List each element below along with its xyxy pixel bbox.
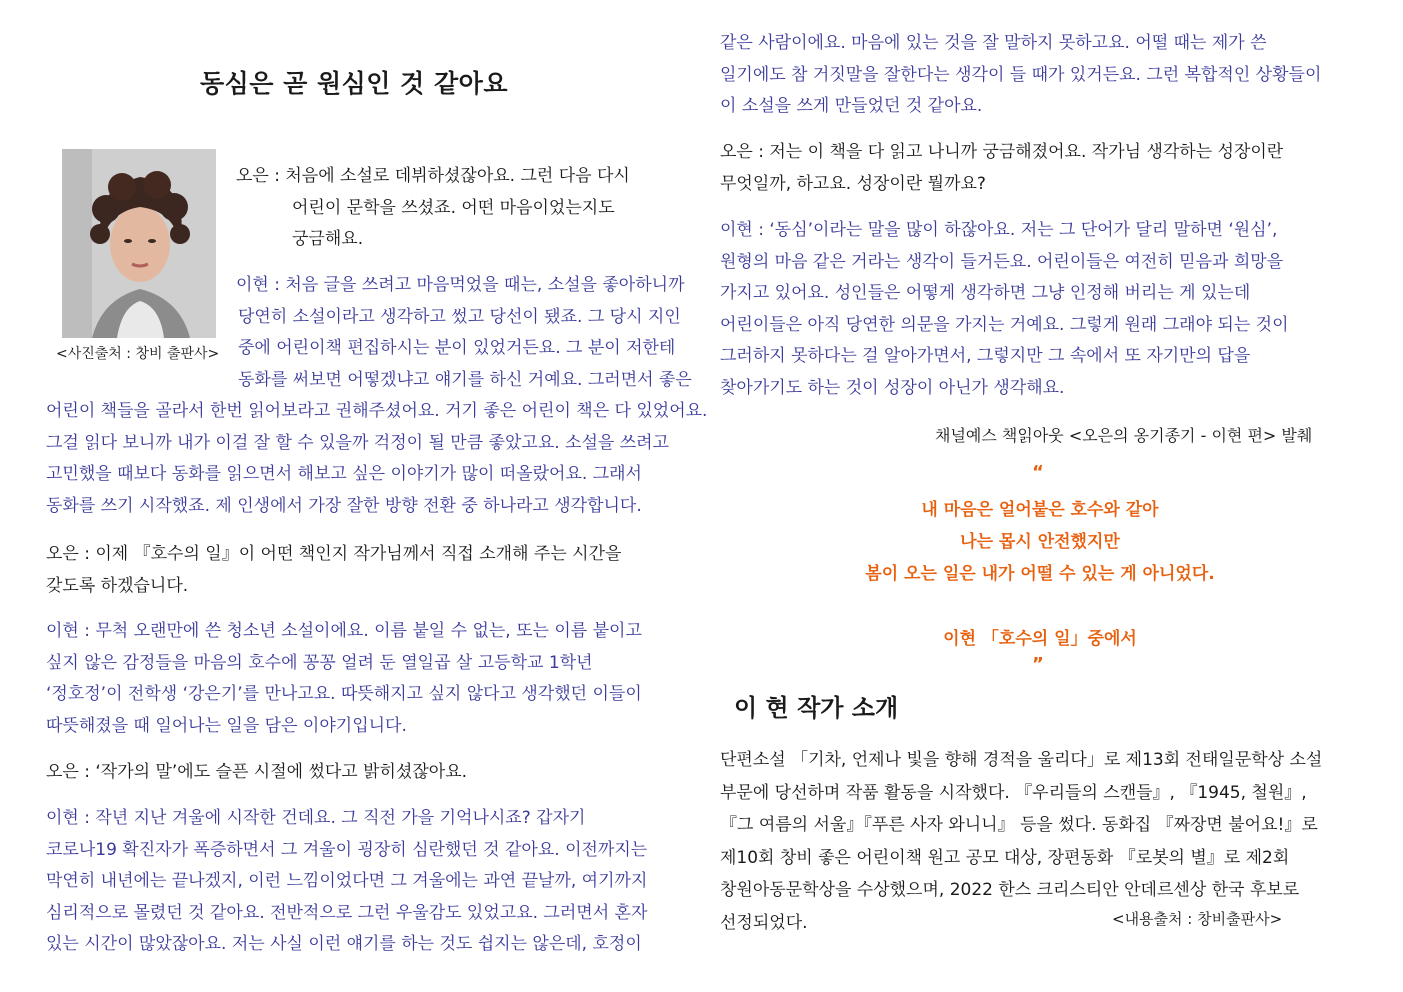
text-line: 어린이 책들을 골라서 한번 읽어보라고 권해주셨어요. 거기 좋은 어린이 책은 다 있었어요.	[46, 401, 708, 421]
text-line: 제10회 창비 좋은 어린이책 원고 공모 대상, 장편동화 『로봇의 별』로 제2회	[720, 847, 1290, 868]
text-line: 단편소설 「기차, 언제나 빛을 향해 경적을 울리다」로 제13회 전태일문학상 소설	[720, 750, 1323, 770]
page-title: 동심은 곧 원심인 것 같아요	[200, 69, 508, 98]
text-line: ‘정호정’이 전학생 ‘강은기’를 만나고요. 따뜻해지고 싶지 않다고 생각했던 이들이	[46, 684, 642, 704]
text-line: 있는 시간이 많았잖아요. 저는 사실 이런 얘기를 하는 것도 쉽지는 않은데, 호정이	[46, 934, 642, 954]
text-line: 따뜻해졌을 때 일어나는 일을 담은 이야기입니다.	[46, 715, 407, 736]
text-line: 코로나19 확진자가 폭증하면서 그 겨울이 굉장히 심란했던 것 같아요. 이전까지는	[46, 839, 648, 860]
text-line: 『그 여름의 서울』『푸른 사자 와니니』 등을 썼다. 동화집 『짜장면 불어요!』로	[720, 815, 1318, 835]
text-line: 오은 : ‘작가의 말’에도 슬픈 시절에 썼다고 밝히셨잖아요.	[46, 762, 468, 782]
text-line: 이 소설을 쓰게 만들었던 것 같아요.	[720, 96, 983, 116]
author-intro-heading: 이 현 작가 소개	[734, 694, 899, 722]
excerpt-quote	[820, 494, 1260, 590]
question-1	[236, 161, 630, 256]
text-line: 당연히 소설이라고 생각하고 썼고 당선이 됐죠. 그 당시 지인	[238, 306, 681, 327]
bio-source: <내용출처 : 창비출판사>	[1112, 910, 1283, 928]
text-line: 어린이들은 아직 당연한 의문을 가지는 거예요. 그렇게 원래 그래야 되는 것이	[720, 314, 1289, 335]
text-line: 같은 사람이에요. 마음에 있는 것을 잘 말하지 못하고요. 어떨 때는 제가 쓴	[720, 33, 1267, 53]
text-line: 오은 : 저는 이 책을 다 읽고 나니까 궁금해졌어요. 작가님 생각하는 성장이란	[720, 142, 1284, 162]
text-line: 동화를 써보면 어떻겠냐고 얘기를 하신 거예요. 그러면서 좋은	[238, 369, 692, 390]
text-line: 고민했을 때보다 동화를 읽으면서 해보고 싶은 이야기가 많이 떠올랐어요. 그래서	[46, 464, 642, 484]
answer-4	[720, 215, 1289, 404]
answer-1-continued	[46, 396, 707, 522]
text-line: 동화를 쓰기 시작했죠. 제 인생에서 가장 잘한 방향 전환 중 하나라고 생각합니다.	[46, 495, 642, 516]
author-photo	[62, 149, 216, 338]
question-3	[46, 757, 467, 789]
text-line: 이현 : 무척 오랜만에 쓴 청소년 소설이에요. 이름 붙일 수 없는, 또는 이름 붙이고	[46, 621, 642, 641]
answer-3	[46, 803, 647, 961]
text-line: 오은 : 처음에 소설로 데뷔하셨잖아요. 그런 다음 다시	[236, 166, 630, 186]
text-line: 찾아가기도 하는 것이 성장이 아닌가 생각해요.	[720, 377, 1065, 398]
text-line: 갖도록 하겠습니다.	[46, 575, 189, 596]
interview-source: 채널예스 책읽아웃 <오은의 옹기종기 - 이현 편> 발췌	[935, 426, 1313, 445]
quote-line: 내 마음은 얼어붙은 호수와 같아	[921, 500, 1159, 520]
text-line: 어린이 문학을 쓰셨죠. 어떤 마음이었는지도	[292, 197, 615, 218]
answer-2	[46, 616, 642, 742]
text-line: 그러하지 못하다는 걸 알아가면서, 그렇지만 그 속에서 또 자기만의 답을	[720, 346, 1251, 366]
text-line: 무엇일까, 하고요. 성장이란 뭘까요?	[720, 173, 986, 194]
quote-line: 봄이 오는 일은 내가 어떨 수 있는 게 아니었다.	[865, 564, 1215, 584]
text-line: 오은 : 이제 『호수의 일』이 어떤 책인지 작가님께서 직접 소개해 주는 시간을	[46, 544, 622, 564]
answer-3-continued	[720, 28, 1321, 123]
author-photo-illustration	[62, 149, 216, 338]
text-line: 궁금해요.	[292, 229, 364, 249]
text-line: 창원아동문학상을 수상했으며, 2022 한스 크리스티안 안데르센상 한국 후보로	[720, 880, 1300, 900]
quote-close-mark: ”	[1032, 654, 1044, 675]
text-line: 중에 어린이책 편집하시는 분이 있었거든요. 그 분이 저한테	[238, 338, 676, 358]
text-line: 가지고 있어요. 성인들은 어떻게 생각하면 그냥 인정해 버리는 게 있는데	[720, 283, 1251, 303]
text-line: 이현 : 처음 글을 쓰려고 마음먹었을 때는, 소설을 좋아하니까	[236, 275, 685, 295]
quote-line: 나는 몹시 안전했지만	[960, 532, 1120, 552]
photo-caption: <사진출처 : 창비 출판사>	[56, 346, 220, 362]
answer-1	[236, 270, 692, 396]
text-line: 이현 : ‘동심’이라는 말을 많이 하잖아요. 저는 그 단어가 달리 말하면 ‘원심’,	[720, 220, 1278, 240]
text-line: 이현 : 작년 지난 겨울에 시작한 건데요. 그 직전 가을 기억나시죠? 갑자기	[46, 808, 586, 828]
question-2	[46, 539, 621, 602]
excerpt-source: 이현 「호수의 일」중에서	[943, 629, 1137, 649]
text-line: 그걸 읽다 보니까 내가 이걸 잘 할 수 있을까 걱정이 될 만큼 좋았고요. 소설을 쓰려고	[46, 432, 669, 453]
text-line: 원형의 마음 같은 거라는 생각이 들거든요. 어린이들은 여전히 믿음과 희망을	[720, 251, 1284, 272]
text-line: 심리적으로 몰렸던 것 같아요. 전반적으로 그런 우울감도 있었고요. 그러면서 혼자	[46, 902, 648, 923]
text-line: 일기에도 참 거짓말을 잘한다는 생각이 들 때가 있거든요. 그런 복합적인 상황들이	[720, 64, 1322, 85]
text-line: 싶지 않은 감정들을 마음의 호수에 꽁꽁 얼려 둔 열일곱 살 고등학교 1학년	[46, 652, 593, 673]
text-line: 선정되었다.	[720, 912, 808, 933]
text-line: 부문에 당선하며 작품 활동을 시작했다. 『우리들의 스캔들』, 『1945, 철원』,	[720, 782, 1307, 803]
question-4	[720, 137, 1283, 200]
text-line: 막연히 내년에는 끝나겠지, 이런 느낌이었다면 그 겨울에는 과연 끝날까, 여기까지	[46, 871, 648, 891]
quote-open-mark: “	[1032, 462, 1044, 483]
